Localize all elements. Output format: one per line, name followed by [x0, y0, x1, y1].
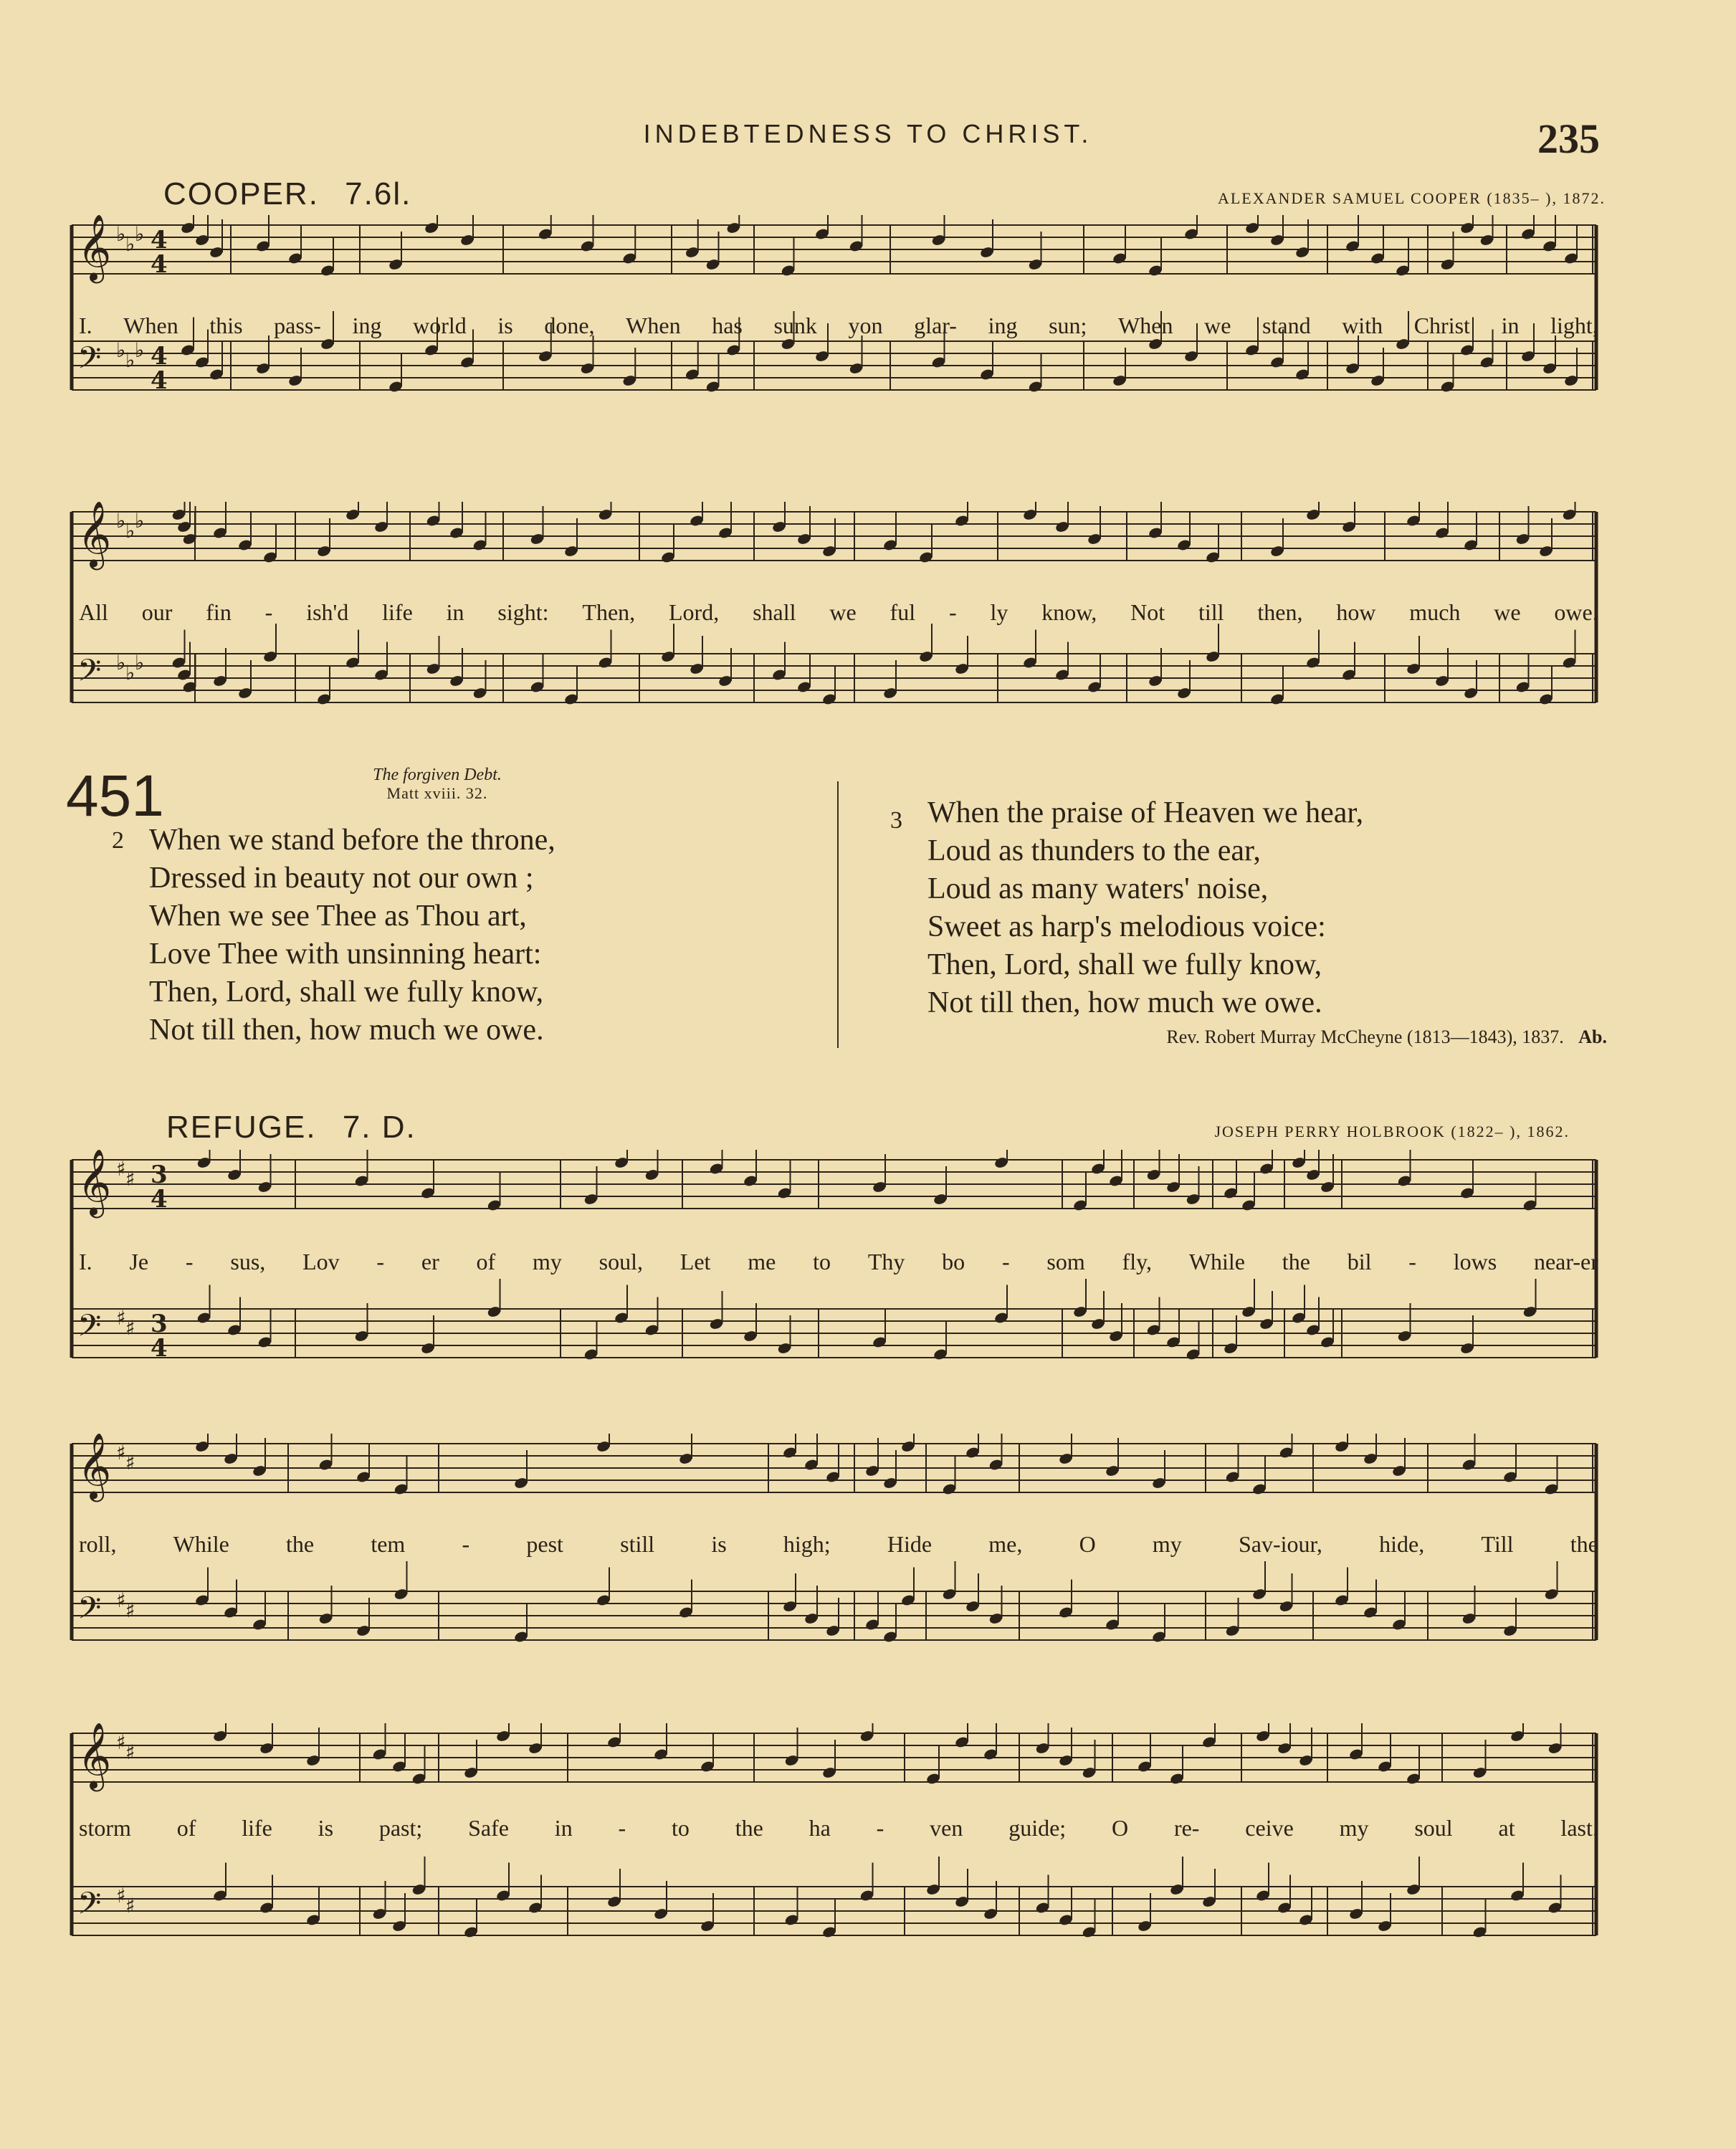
- time-signature-bottom: 4: [151, 1185, 168, 1214]
- bass-clef-icon: 𝄢: [77, 1308, 102, 1351]
- lyric-syllable: light,: [1550, 313, 1598, 338]
- column-divider: [837, 781, 839, 1048]
- lyric-syllable: to: [672, 1815, 690, 1841]
- sharp-icon: ♯: [116, 1588, 126, 1612]
- lyric-syllable: how: [1336, 599, 1376, 625]
- tune-title-refuge: [166, 1110, 416, 1145]
- lyric-syllable: ly: [990, 599, 1008, 625]
- treble-clef-icon: 𝄞: [77, 215, 112, 280]
- lyric-syllable: is: [497, 313, 513, 338]
- lyric-syllable: While: [173, 1531, 229, 1557]
- lyric-syllable: the: [1282, 1249, 1310, 1274]
- lyric-syllable: in: [1501, 313, 1520, 338]
- time-signature-top: 3: [151, 1310, 168, 1338]
- lyric-syllable: -: [1408, 1249, 1416, 1274]
- lyric-syllable: ful: [890, 599, 916, 625]
- lyric-syllable: fin: [206, 599, 232, 625]
- lyric-syllable: my: [1339, 1815, 1369, 1841]
- composer-credit: JOSEPH PERRY HOLBROOK (1822– ), 1862.: [1214, 1123, 1570, 1140]
- lyric-syllable: the: [735, 1815, 763, 1841]
- lyric-syllable: glar-: [914, 313, 957, 338]
- lyric-syllable: ha: [809, 1815, 831, 1841]
- author-name: Rev. Robert Murray McCheyne (1813—1843), 1837.: [1166, 1026, 1564, 1047]
- lyric-syllable: Not: [1130, 599, 1165, 625]
- lyric-syllable: in: [446, 599, 464, 625]
- stanza-line: Love Thee with unsinning heart:: [149, 938, 542, 971]
- lyric-syllable: Thy: [867, 1249, 905, 1274]
- lyric-syllable: near-er: [1533, 1249, 1598, 1274]
- stanza-number: 3: [890, 807, 902, 834]
- flat-icon: ♭: [125, 348, 135, 372]
- lyric-syllable: lows: [1453, 1249, 1497, 1274]
- sharp-icon: ♯: [125, 1894, 135, 1917]
- lyric-syllable: sight:: [497, 599, 549, 625]
- lyric-syllable: ceive: [1245, 1815, 1294, 1841]
- lyric-syllable: at: [1498, 1815, 1515, 1841]
- lyric-syllable: this: [209, 313, 243, 338]
- time-signature-top: 4: [151, 226, 168, 254]
- lyric-syllable: my: [532, 1249, 562, 1274]
- author-credit: [1166, 1026, 1607, 1048]
- lyric-syllable: life: [242, 1815, 272, 1841]
- lyric-syllable: bil: [1347, 1249, 1372, 1274]
- flat-icon: ♭: [125, 661, 135, 685]
- stanza-line: Not till then, how much we owe.: [927, 986, 1322, 1019]
- lyric-syllable: has: [712, 313, 743, 338]
- lyric-syllable: While: [1188, 1249, 1245, 1274]
- sharp-icon: ♯: [125, 1740, 135, 1764]
- flat-icon: ♭: [116, 222, 126, 246]
- lyric-syllable: When: [626, 313, 681, 338]
- sharp-icon: ♯: [116, 1441, 126, 1464]
- tune-meter: 7. D.: [342, 1110, 416, 1145]
- lyric-syllable: sunk: [773, 313, 817, 338]
- tune-name: COOPER.: [163, 176, 319, 211]
- stanza-line: Then, Lord, shall we fully know,: [149, 976, 544, 1009]
- lyric-syllable: ish'd: [306, 599, 349, 625]
- lyric-syllable: know,: [1041, 599, 1097, 625]
- bass-clef-icon: 𝄢: [77, 340, 102, 383]
- lyric-syllable: much: [1409, 599, 1461, 625]
- lyric-syllable: -: [462, 1531, 470, 1557]
- lyric-syllable: hide,: [1379, 1531, 1425, 1557]
- scripture-reference: Matt xviii. 32.: [386, 784, 488, 802]
- running-head: INDEBTEDNESS TO CHRIST.: [643, 119, 1093, 148]
- lyric-syllable: done,: [544, 313, 595, 338]
- flat-icon: ♭: [135, 222, 145, 246]
- lyric-syllable: -: [618, 1815, 626, 1841]
- lyric-syllable: past;: [378, 1815, 423, 1841]
- hymn-number: 451: [66, 763, 164, 829]
- lyric-syllable: the: [1570, 1531, 1598, 1557]
- lyric-syllable: -: [948, 599, 957, 625]
- hymn-subtitle: [315, 766, 559, 803]
- lyric-syllable: high;: [783, 1531, 831, 1557]
- lyric-syllable: pass-: [274, 313, 321, 338]
- lyric-syllable: tem: [371, 1531, 406, 1557]
- lyric-syllable: -: [185, 1249, 194, 1274]
- stanza-2: [112, 821, 555, 1049]
- flat-icon: ♭: [125, 232, 135, 256]
- bass-clef-icon: 𝄢: [77, 1886, 102, 1929]
- lyric-syllable: the: [286, 1531, 315, 1557]
- stanza-line: Then, Lord, shall we fully know,: [927, 948, 1322, 981]
- lyric-syllable: we: [1204, 313, 1231, 338]
- sharp-icon: ♯: [125, 1451, 135, 1474]
- lyric-syllable: All: [79, 599, 108, 625]
- lyric-syllable: Safe: [468, 1815, 509, 1841]
- stanza-number: 2: [112, 827, 124, 854]
- lyric-syllable: -: [376, 1249, 385, 1274]
- lyric-syllable: som: [1046, 1249, 1085, 1274]
- lyric-syllable: soul: [1414, 1815, 1453, 1841]
- stanza-line: Sweet as harp's melodious voice:: [927, 910, 1326, 943]
- lyric-syllable: ing: [352, 313, 382, 338]
- lyric-syllable: bo: [942, 1249, 965, 1274]
- time-signature-top: 4: [151, 342, 168, 371]
- lyric-syllable: re-: [1173, 1815, 1200, 1841]
- lyric-syllable: shall: [753, 599, 796, 625]
- sharp-icon: ♯: [125, 1598, 135, 1622]
- lyric-line: [79, 1249, 1598, 1275]
- lyric-line: [79, 1815, 1598, 1841]
- lyric-syllable: till: [1198, 599, 1224, 625]
- sharp-icon: ♯: [116, 1730, 126, 1754]
- lyric-syllable: guide;: [1008, 1815, 1067, 1841]
- lyric-syllable: to: [813, 1249, 831, 1274]
- treble-clef-icon: 𝄞: [77, 1150, 112, 1215]
- lyric-syllable: pest: [526, 1531, 563, 1557]
- lyric-syllable: still: [620, 1531, 655, 1557]
- lyric-syllable: Till: [1481, 1531, 1514, 1557]
- flat-icon: ♭: [116, 651, 126, 675]
- lyric-syllable: Christ: [1413, 313, 1470, 338]
- lyric-syllable: -: [264, 599, 273, 625]
- lyric-syllable: I.: [79, 313, 92, 338]
- lyric-syllable: -: [876, 1815, 884, 1841]
- lyric-syllable: me,: [988, 1531, 1023, 1557]
- lyric-syllable: er: [421, 1249, 439, 1274]
- sharp-icon: ♯: [125, 1316, 135, 1340]
- page-number: 235: [1537, 115, 1600, 162]
- lyric-syllable: stand: [1262, 313, 1311, 338]
- time-signature-bottom: 4: [151, 1334, 168, 1363]
- author-tag: Ab.: [1578, 1026, 1607, 1047]
- lyric-syllable: then,: [1257, 599, 1303, 625]
- hymn-subtitle-text: The forgiven Debt.: [373, 766, 502, 784]
- tune-name: REFUGE.: [166, 1110, 317, 1145]
- lyric-syllable: is: [318, 1815, 334, 1841]
- time-signature-bottom: 4: [151, 250, 168, 279]
- lyric-syllable: Lov: [302, 1249, 340, 1274]
- flat-icon: ♭: [116, 338, 126, 362]
- lyric-syllable: O: [1079, 1531, 1096, 1557]
- lyric-syllable: When: [123, 313, 178, 338]
- lyric-syllable: O: [1112, 1815, 1129, 1841]
- lyric-syllable: we: [829, 599, 857, 625]
- lyric-syllable: our: [141, 599, 173, 625]
- lyric-syllable: we: [1494, 599, 1521, 625]
- lyric-syllable: Je: [129, 1249, 149, 1274]
- time-signature-bottom: 4: [151, 366, 168, 395]
- tune-meter: 7.6l.: [345, 176, 412, 211]
- lyric-syllable: me: [748, 1249, 776, 1274]
- composer-credit: ALEXANDER SAMUEL COOPER (1835– ), 1872.: [1217, 189, 1606, 207]
- lyric-syllable: soul,: [598, 1249, 643, 1274]
- flat-icon: ♭: [116, 509, 126, 533]
- treble-clef-icon: 𝄞: [77, 1434, 112, 1499]
- tune-title-cooper: [163, 176, 411, 212]
- stanza-line: Loud as thunders to the ear,: [927, 834, 1261, 867]
- lyric-syllable: in: [554, 1815, 573, 1841]
- stanza-line: Not till then, how much we owe.: [149, 1014, 544, 1047]
- sharp-icon: ♯: [116, 1157, 126, 1181]
- lyric-syllable: life: [382, 599, 413, 625]
- lyric-syllable: -: [1001, 1249, 1010, 1274]
- stanza-line: When the praise of Heaven we hear,: [927, 796, 1364, 829]
- lyric-syllable: world: [413, 313, 467, 338]
- stanza-line: Dressed in beauty not our own ;: [149, 862, 534, 895]
- lyric-line: [79, 313, 1598, 339]
- stanza-line: When we stand before the throne,: [149, 824, 555, 857]
- bass-clef-icon: 𝄢: [77, 1591, 102, 1634]
- lyric-syllable: Lord,: [669, 599, 720, 625]
- lyric-syllable: sun;: [1049, 313, 1087, 338]
- sharp-icon: ♯: [125, 1167, 135, 1191]
- lyric-syllable: my: [1152, 1531, 1182, 1557]
- lyric-line: [79, 1531, 1598, 1558]
- sharp-icon: ♯: [116, 1884, 126, 1907]
- flat-icon: ♭: [125, 519, 135, 543]
- lyric-syllable: roll,: [79, 1531, 117, 1557]
- lyric-syllable: sus,: [230, 1249, 266, 1274]
- lyric-syllable: fly,: [1122, 1249, 1153, 1274]
- lyric-syllable: Let: [679, 1249, 711, 1274]
- lyric-syllable: yon: [848, 313, 883, 338]
- bass-clef-icon: 𝄢: [77, 653, 102, 696]
- stanza-3: [890, 794, 1364, 1022]
- lyric-syllable: with: [1342, 313, 1383, 338]
- lyric-syllable: When: [1118, 313, 1173, 338]
- lyric-syllable: I.: [79, 1249, 92, 1274]
- lyric-syllable: Hide: [887, 1531, 933, 1557]
- sharp-icon: ♯: [116, 1306, 126, 1330]
- lyric-syllable: is: [711, 1531, 727, 1557]
- treble-clef-icon: 𝄞: [77, 1723, 112, 1788]
- flat-icon: ♭: [135, 651, 145, 675]
- stanza-line: When we see Thee as Thou art,: [149, 900, 527, 933]
- flat-icon: ♭: [135, 509, 145, 533]
- lyric-syllable: last.: [1560, 1815, 1598, 1841]
- lyric-syllable: of: [176, 1815, 196, 1841]
- lyric-line: [79, 599, 1598, 626]
- lyric-syllable: ing: [988, 313, 1018, 338]
- lyric-syllable: owe.: [1554, 599, 1598, 625]
- lyric-syllable: ven: [930, 1815, 963, 1841]
- lyric-syllable: Then,: [582, 599, 636, 625]
- stanza-line: Loud as many waters' noise,: [927, 872, 1269, 905]
- lyric-syllable: of: [476, 1249, 496, 1274]
- time-signature-top: 3: [151, 1161, 168, 1189]
- flat-icon: ♭: [135, 338, 145, 362]
- treble-clef-icon: 𝄞: [77, 502, 112, 567]
- lyric-syllable: storm: [79, 1815, 131, 1841]
- lyric-syllable: Sav-iour,: [1238, 1531, 1322, 1557]
